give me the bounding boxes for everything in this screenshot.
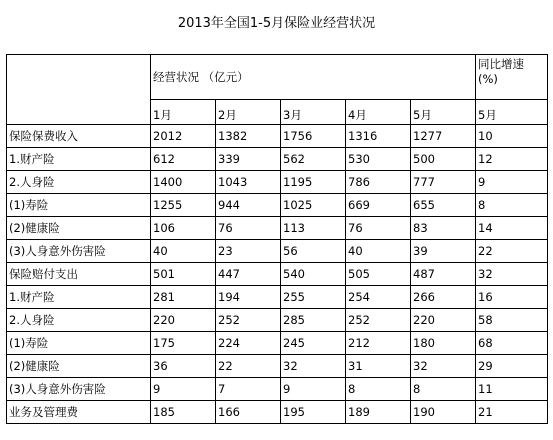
row-value: 530 (346, 148, 411, 171)
row-value: 1400 (151, 171, 216, 194)
row-value: 220 (151, 309, 216, 332)
row-value: 285 (281, 309, 346, 332)
row-value: 224 (216, 332, 281, 355)
row-value: 1195 (281, 171, 346, 194)
insurance-operations-table (6, 54, 548, 424)
row-value: 212 (346, 332, 411, 355)
row-value: 36 (151, 355, 216, 378)
month-header: 1月 (151, 100, 216, 125)
row-value: 339 (216, 148, 281, 171)
row-yoy: 12 (476, 148, 548, 171)
row-value: 281 (151, 286, 216, 309)
row-value: 9 (281, 378, 346, 401)
row-value: 562 (281, 148, 346, 171)
row-value: 669 (346, 194, 411, 217)
month-header: 4月 (346, 100, 411, 125)
row-value: 106 (151, 217, 216, 240)
row-value: 1382 (216, 125, 281, 148)
row-yoy: 22 (476, 240, 548, 263)
row-yoy: 21 (476, 401, 548, 424)
row-yoy: 8 (476, 194, 548, 217)
row-value: 22 (216, 355, 281, 378)
row-value: 255 (281, 286, 346, 309)
table-body (7, 125, 548, 424)
row-value: 786 (346, 171, 411, 194)
row-value: 76 (346, 217, 411, 240)
report-title: 2013年全国1-5月保险业经营状况 (177, 16, 376, 31)
row-value: 175 (151, 332, 216, 355)
row-value: 220 (411, 309, 476, 332)
header-operating-status: 经营状况 （亿元） (151, 55, 476, 100)
row-label: (1)寿险 (7, 332, 151, 355)
row-label: 保险保费收入 (7, 125, 151, 148)
table-row (7, 263, 548, 286)
row-value: 185 (151, 401, 216, 424)
row-label: 2.人身险 (7, 171, 151, 194)
table-row (7, 355, 548, 378)
row-value: 252 (346, 309, 411, 332)
row-value: 1025 (281, 194, 346, 217)
row-value: 39 (411, 240, 476, 263)
row-label: (2)健康险 (7, 355, 151, 378)
row-yoy: 10 (476, 125, 548, 148)
table-row (7, 125, 548, 148)
row-value: 944 (216, 194, 281, 217)
row-value: 655 (411, 194, 476, 217)
row-value: 252 (216, 309, 281, 332)
row-label: (3)人身意外伤害险 (7, 240, 151, 263)
row-label: 1.财产险 (7, 148, 151, 171)
row-value: 1043 (216, 171, 281, 194)
table-row (7, 286, 548, 309)
header-yoy-growth (476, 55, 548, 100)
row-value: 40 (151, 240, 216, 263)
row-value: 2012 (151, 125, 216, 148)
row-yoy: 29 (476, 355, 548, 378)
row-value: 40 (346, 240, 411, 263)
month-header: 3月 (281, 100, 346, 125)
row-yoy: 14 (476, 217, 548, 240)
row-yoy: 16 (476, 286, 548, 309)
row-yoy: 58 (476, 309, 548, 332)
row-label: 1.财产险 (7, 286, 151, 309)
row-value: 9 (151, 378, 216, 401)
header-row (7, 55, 548, 100)
header-yoy-unit: (%) (478, 72, 498, 86)
row-value: 8 (411, 378, 476, 401)
row-value: 7 (216, 378, 281, 401)
row-label: 保险赔付支出 (7, 263, 151, 286)
row-value: 254 (346, 286, 411, 309)
row-yoy: 11 (476, 378, 548, 401)
table-row (7, 148, 548, 171)
row-label: 2.人身险 (7, 309, 151, 332)
row-value: 195 (281, 401, 346, 424)
table-row (7, 309, 548, 332)
header-yoy-label: 同比增速 (478, 57, 524, 71)
row-label: (3)人身意外伤害险 (7, 378, 151, 401)
row-value: 32 (281, 355, 346, 378)
row-value: 31 (346, 355, 411, 378)
table-row (7, 401, 548, 424)
row-label: 业务及管理费 (7, 401, 151, 424)
yoy-month-header: 5月 (476, 100, 548, 125)
row-value: 23 (216, 240, 281, 263)
row-value: 1277 (411, 125, 476, 148)
row-value: 612 (151, 148, 216, 171)
row-yoy: 9 (476, 171, 548, 194)
row-value: 1316 (346, 125, 411, 148)
row-value: 505 (346, 263, 411, 286)
row-value: 777 (411, 171, 476, 194)
row-value: 1255 (151, 194, 216, 217)
row-value: 500 (411, 148, 476, 171)
row-yoy: 32 (476, 263, 548, 286)
row-value: 1756 (281, 125, 346, 148)
row-label: (1)寿险 (7, 194, 151, 217)
row-label: (2)健康险 (7, 217, 151, 240)
row-value: 540 (281, 263, 346, 286)
table-row (7, 171, 548, 194)
month-header: 2月 (216, 100, 281, 125)
row-value: 245 (281, 332, 346, 355)
corner-cell (7, 55, 151, 125)
row-value: 166 (216, 401, 281, 424)
table-row (7, 194, 548, 217)
row-yoy: 68 (476, 332, 548, 355)
table-row (7, 240, 548, 263)
table-row (7, 378, 548, 401)
row-value: 266 (411, 286, 476, 309)
row-value: 194 (216, 286, 281, 309)
row-value: 32 (411, 355, 476, 378)
row-value: 180 (411, 332, 476, 355)
month-header: 5月 (411, 100, 476, 125)
row-value: 189 (346, 401, 411, 424)
row-value: 76 (216, 217, 281, 240)
row-value: 501 (151, 263, 216, 286)
table-row (7, 217, 548, 240)
row-value: 487 (411, 263, 476, 286)
table-row (7, 332, 548, 355)
row-value: 8 (346, 378, 411, 401)
row-value: 83 (411, 217, 476, 240)
row-value: 113 (281, 217, 346, 240)
row-value: 447 (216, 263, 281, 286)
row-value: 190 (411, 401, 476, 424)
row-value: 56 (281, 240, 346, 263)
